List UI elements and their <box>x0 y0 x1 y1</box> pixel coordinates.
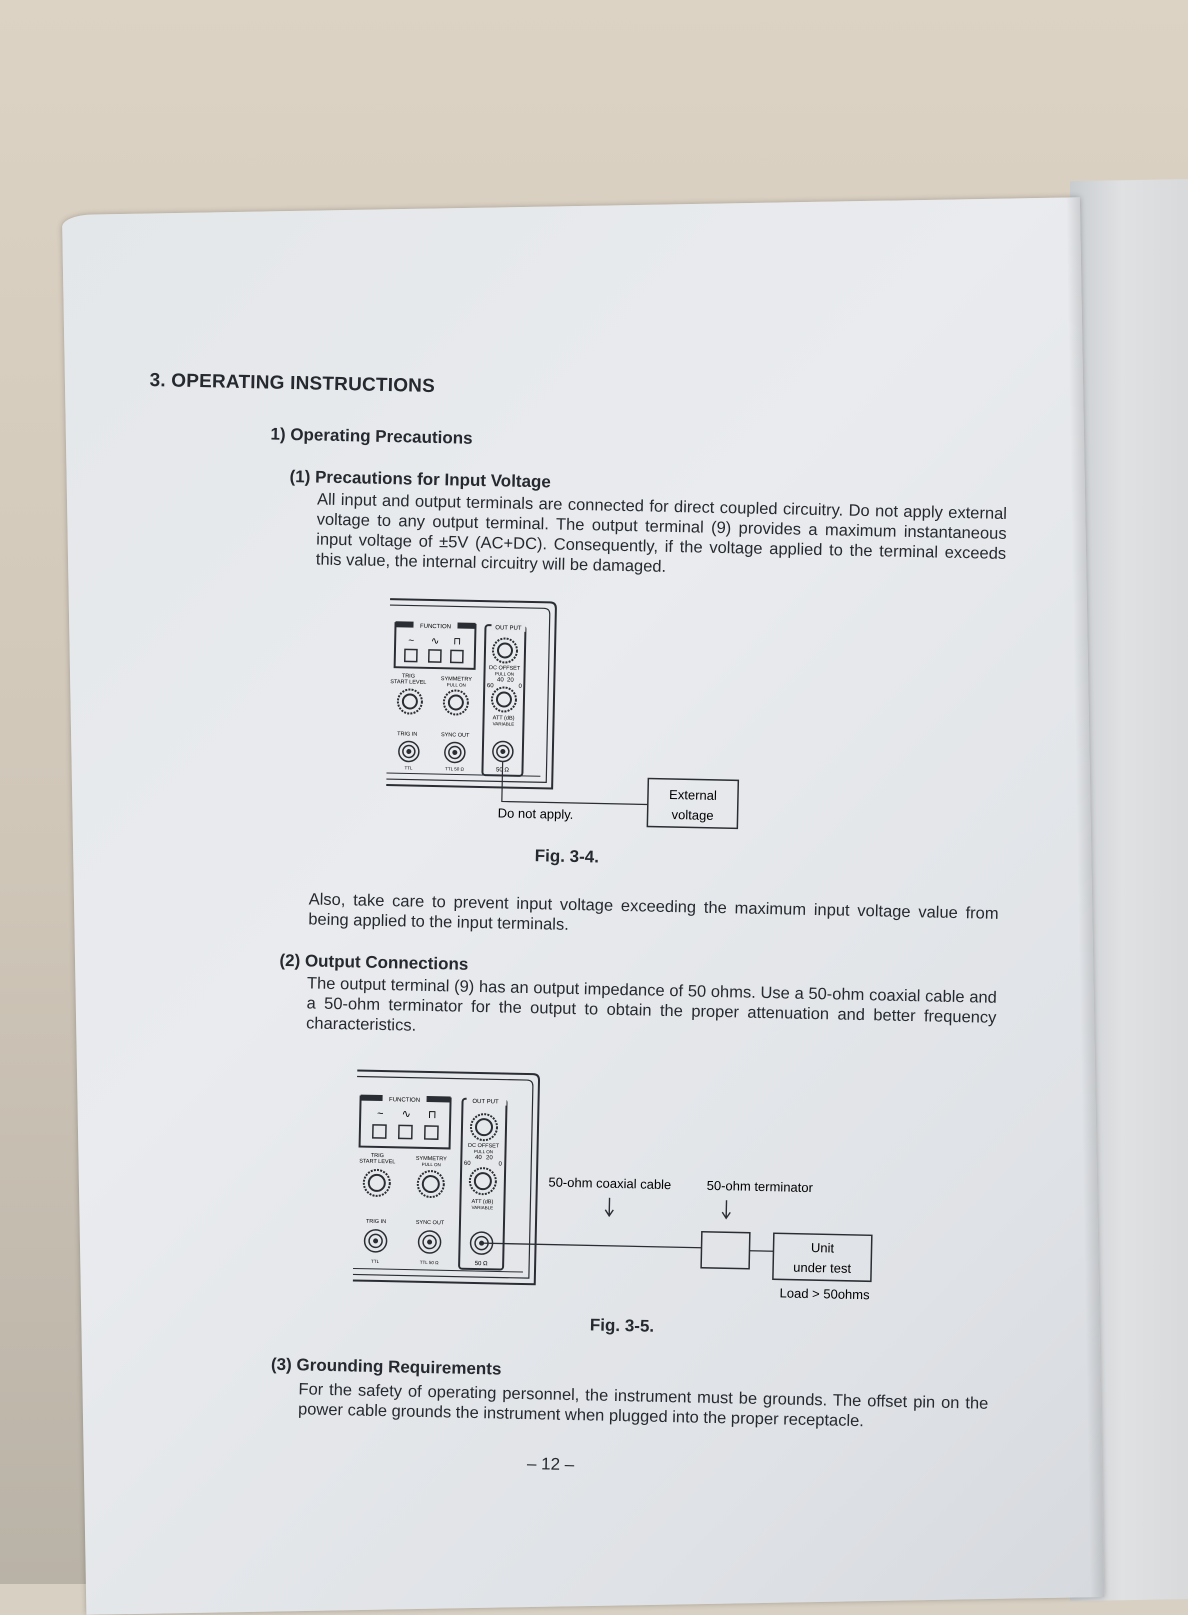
svg-text:20: 20 <box>485 1155 493 1162</box>
svg-text:Unit: Unit <box>810 1240 835 1256</box>
svg-text:START LEVEL: START LEVEL <box>359 1158 396 1166</box>
output-label: OUT PUT <box>495 625 522 632</box>
svg-text:PULL ON: PULL ON <box>446 682 466 688</box>
svg-text:voltage: voltage <box>671 807 714 823</box>
svg-text:SYNC OUT: SYNC OUT <box>440 732 470 739</box>
svg-text:ATT (dB): ATT (dB) <box>471 1198 494 1206</box>
svg-text:40: 40 <box>496 677 504 684</box>
svg-text:TTL 50 Ω: TTL 50 Ω <box>419 1259 439 1266</box>
svg-text:⊓: ⊓ <box>453 636 462 648</box>
coaxial-cable-line <box>482 1243 702 1248</box>
svg-text:40: 40 <box>474 1154 482 1162</box>
terminator-label: 50-ohm terminator <box>706 1177 814 1196</box>
svg-text:60: 60 <box>486 683 494 690</box>
dc-offset-label: DC OFFSET <box>488 665 521 672</box>
svg-text:TTL: TTL <box>404 765 413 771</box>
figure-3-4-caption: Fig. 3-4. <box>534 846 600 867</box>
item-3-body: For the safety of operating personnel, the instrument must be grounds. The offset pin on the power cable grounds the instrument when plugged into the proper receptacle. <box>297 1380 989 1431</box>
att-label: ATT (dB) <box>492 715 515 722</box>
svg-text:TRIG: TRIG <box>370 1152 385 1160</box>
svg-text:∿: ∿ <box>401 1108 411 1121</box>
function-label: FUNCTION <box>419 623 452 631</box>
item-2-body: The output terminal (9) has an output impedance of 50 ohms. Use a 50-ohm coaxial cable and a 50-ohm terminator for the output to obtain the proper attenuation and better frequency characteristics. <box>305 974 998 1035</box>
svg-text:SYMMETRY: SYMMETRY <box>415 1155 447 1163</box>
item-1-heading: (1) Precautions for Input Voltage <box>289 466 552 492</box>
svg-text:External: External <box>669 786 718 803</box>
svg-text:∿: ∿ <box>430 635 440 648</box>
trig-start-level-knob <box>398 689 422 713</box>
svg-text:~: ~ <box>376 1107 384 1121</box>
svg-text:~: ~ <box>408 635 415 647</box>
down-arrow-icon <box>605 1198 613 1216</box>
svg-text:TTL: TTL <box>371 1258 380 1264</box>
item-1-body: All input and output terminals are connected for direct coupled circuitry. Do not apply external voltage to any output terminal. The output terminal (9) provides a maximum instantaneous input voltage of ±5V (AC+DC). Consequently, if the voltage applied to the terminal exceeds this value, the internal circuitry will be damaged. <box>315 490 1008 576</box>
svg-text:VARIABLE: VARIABLE <box>471 1204 494 1211</box>
svg-text:60: 60 <box>463 1160 471 1167</box>
function-button-triangle <box>429 650 441 662</box>
svg-text:SYNC OUT: SYNC OUT <box>415 1219 445 1227</box>
output-50-label: 50 Ω <box>496 767 509 774</box>
figure-3-4 <box>385 593 811 872</box>
figure-3-5 <box>352 1064 897 1315</box>
after-figure-1-text: Also, take care to prevent input voltage exceeding the maximum input voltage value from being applied to the input terminals. <box>308 890 999 934</box>
svg-text:FUNCTION: FUNCTION <box>388 1097 421 1104</box>
svg-text:VARIABLE: VARIABLE <box>492 721 515 727</box>
symmetry-knob <box>444 690 468 714</box>
svg-text:TRIG IN: TRIG IN <box>365 1218 387 1226</box>
section-title: 3. OPERATING INSTRUCTIONS <box>149 369 436 397</box>
page-content <box>126 360 1029 1508</box>
item-3-heading: (3) Grounding Requirements <box>270 1354 502 1379</box>
svg-text:TTL 50 Ω: TTL 50 Ω <box>445 766 464 772</box>
svg-text:TRIG: TRIG <box>401 673 416 680</box>
svg-text:50 Ω: 50 Ω <box>474 1260 488 1268</box>
subsection-title: 1) Operating Precautions <box>270 424 473 448</box>
function-button-sine <box>405 649 417 661</box>
svg-text:0: 0 <box>518 683 522 690</box>
coaxial-cable-label: 50-ohm coaxial cable <box>548 1174 672 1193</box>
svg-text:0: 0 <box>498 1161 502 1168</box>
svg-text:TRIG IN: TRIG IN <box>397 731 418 738</box>
down-arrow-icon <box>722 1200 730 1218</box>
item-2-heading: (2) Output Connections <box>279 950 469 974</box>
svg-text:SYMMETRY: SYMMETRY <box>440 676 472 683</box>
svg-text:⊓: ⊓ <box>427 1108 437 1122</box>
svg-text:under test: under test <box>793 1259 852 1276</box>
page-number: – 12 – <box>526 1454 575 1475</box>
svg-text:PULL ON: PULL ON <box>421 1161 441 1168</box>
figure-3-5-caption: Fig. 3-5. <box>589 1315 655 1336</box>
do-not-apply-label: Do not apply. <box>497 805 574 822</box>
svg-text:OUT PUT: OUT PUT <box>472 1098 499 1106</box>
svg-text:PULL ON: PULL ON <box>494 671 515 677</box>
function-button-square <box>451 650 463 662</box>
load-label: Load > 50ohms <box>779 1285 870 1303</box>
svg-text:PULL ON: PULL ON <box>473 1148 494 1155</box>
terminator-box <box>701 1232 750 1269</box>
svg-text:DC OFFSET: DC OFFSET <box>467 1142 500 1150</box>
svg-text:20: 20 <box>506 677 514 684</box>
svg-text:START LEVEL: START LEVEL <box>390 679 427 686</box>
